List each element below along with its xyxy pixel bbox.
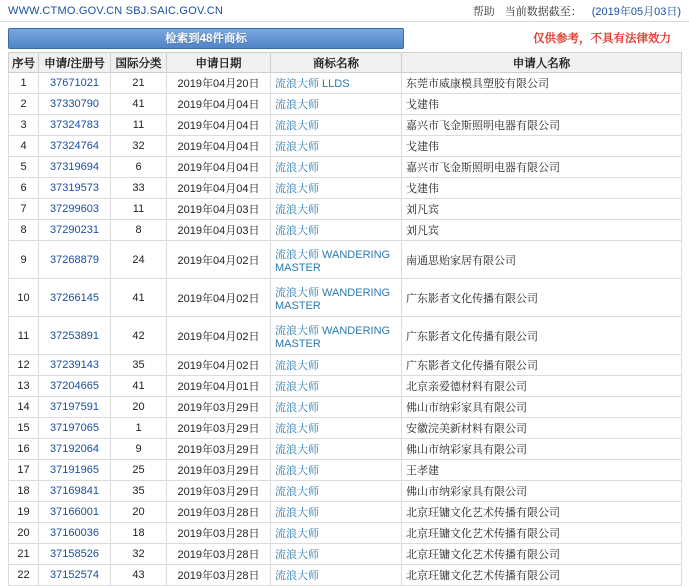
cell-seq: 19 [9,502,39,523]
cell-appno[interactable] [39,376,111,397]
cell-appno[interactable] [39,481,111,502]
cell-mark[interactable] [271,178,402,199]
cell-applicant: 戈建伟 [402,136,682,157]
cell-class: 32 [111,136,167,157]
cell-class: 32 [111,544,167,565]
cell-appno[interactable] [39,544,111,565]
cell-class: 41 [111,279,167,317]
cell-appno[interactable] [39,199,111,220]
cell-appno[interactable] [39,418,111,439]
application-number-link[interactable]: 37166001 [50,506,99,518]
cell-class: 41 [111,94,167,115]
data-date-label: 当前数据截至： [504,5,582,18]
table-row[interactable] [9,481,682,502]
cell-seq: 18 [9,481,39,502]
table-row[interactable] [9,317,682,355]
cell-class: 1 [111,418,167,439]
cell-applicant: 北京玨镛文化艺术传播有限公司 [402,544,682,565]
cell-seq: 8 [9,220,39,241]
col-header-applicant[interactable]: 申请人名称 [402,53,682,73]
cell-class: 42 [111,317,167,355]
cell-seq: 5 [9,157,39,178]
table-row[interactable] [9,460,682,481]
application-number-link[interactable]: 37169841 [50,485,99,497]
cell-applicant: 北京玨镛文化艺术传播有限公司 [402,565,682,586]
col-header-date[interactable]: 申请日期 [167,53,271,73]
cell-date: 2019年04月04日 [167,136,271,157]
cell-mark[interactable] [271,460,402,481]
application-number-link[interactable]: 37192064 [50,443,99,455]
table-row[interactable] [9,544,682,565]
cell-mark[interactable] [271,355,402,376]
cell-date: 2019年04月20日 [167,73,271,94]
cell-seq: 9 [9,241,39,279]
cell-seq: 11 [9,317,39,355]
table-row[interactable] [9,418,682,439]
cell-date: 2019年03月28日 [167,565,271,586]
cell-class: 35 [111,481,167,502]
cell-mark[interactable] [271,199,402,220]
cell-date: 2019年04月01日 [167,376,271,397]
table-row[interactable] [9,376,682,397]
mark-name-text[interactable]: 流浪大师 [275,402,319,414]
mark-name-text[interactable]: 流浪大师 [275,423,319,435]
table-row[interactable] [9,94,682,115]
table-row[interactable] [9,565,682,586]
cell-applicant: 北京亲爱德材料有限公司 [402,376,682,397]
cell-mark[interactable] [271,115,402,136]
cell-appno[interactable] [39,94,111,115]
mark-name-text[interactable]: 流浪大师 WANDERING MASTER [275,248,391,274]
cell-mark[interactable] [271,544,402,565]
cell-appno[interactable] [39,279,111,317]
mark-name-text[interactable]: 流浪大师 [275,465,319,477]
cell-applicant: 戈建伟 [402,178,682,199]
mark-name-text[interactable]: 流浪大师 [275,120,319,132]
application-number-link[interactable]: 37253891 [50,329,99,342]
cell-class: 6 [111,157,167,178]
cell-seq: 1 [9,73,39,94]
mark-name-text[interactable]: 流浪大师 WANDERING MASTER [275,324,391,350]
cell-applicant: 安徽浣美新材料有限公司 [402,418,682,439]
cell-mark[interactable] [271,418,402,439]
cell-date: 2019年04月03日 [167,199,271,220]
site-url: WWW.CTMO.GOV.CN SBJ.SAIC.GOV.CN [8,4,224,17]
cell-appno[interactable] [39,460,111,481]
cell-class: 9 [111,439,167,460]
cell-date: 2019年03月29日 [167,397,271,418]
table-row[interactable] [9,157,682,178]
cell-seq: 7 [9,199,39,220]
application-number-link[interactable]: 37197065 [50,422,99,434]
mark-name-text[interactable]: 流浪大师 LLDS [275,78,350,90]
cell-mark[interactable] [271,73,402,94]
cell-class: 21 [111,73,167,94]
cell-date: 2019年03月29日 [167,439,271,460]
cell-applicant: 嘉兴市飞金斯照明电器有限公司 [402,115,682,136]
cell-mark[interactable] [271,279,402,317]
table-row[interactable] [9,241,682,279]
cell-applicant: 嘉兴市飞金斯照明电器有限公司 [402,157,682,178]
cell-mark[interactable] [271,565,402,586]
mark-name-text[interactable]: 流浪大师 [275,141,319,153]
cell-class: 20 [111,397,167,418]
table-row[interactable] [9,397,682,418]
cell-class: 24 [111,241,167,279]
cell-appno[interactable] [39,565,111,586]
cell-applicant: 广东影者文化传播有限公司 [402,355,682,376]
table-row[interactable] [9,355,682,376]
mark-name-text[interactable]: 流浪大师 [275,99,319,111]
mark-name-text[interactable]: 流浪大师 [275,528,319,540]
cell-class: 11 [111,115,167,136]
mark-name-text[interactable]: 流浪大师 [275,486,319,498]
search-row [0,22,689,52]
cell-mark[interactable] [271,317,402,355]
results-table-wrap [0,52,689,586]
cell-applicant: 佛山市纳彩家具有限公司 [402,397,682,418]
application-number-link[interactable]: 37671021 [50,77,99,89]
help-link[interactable]: 帮助 [472,5,495,18]
cell-appno[interactable] [39,502,111,523]
application-number-link[interactable]: 37330790 [50,98,99,110]
cell-date: 2019年04月02日 [167,355,271,376]
cell-class: 43 [111,565,167,586]
cell-class: 8 [111,220,167,241]
cell-applicant: 戈建伟 [402,94,682,115]
cell-mark[interactable] [271,376,402,397]
mark-name-text[interactable]: 流浪大师 [275,204,319,216]
table-row[interactable] [9,115,682,136]
col-header-appno[interactable]: 申请/注册号 [39,53,111,73]
cell-mark[interactable] [271,523,402,544]
application-number-link[interactable]: 37324764 [50,140,99,152]
cell-date: 2019年04月04日 [167,157,271,178]
cell-date: 2019年03月28日 [167,523,271,544]
application-number-link[interactable]: 37197591 [50,401,99,413]
cell-appno[interactable] [39,220,111,241]
application-number-link[interactable]: 37204665 [50,380,99,392]
search-result-button[interactable]: 检索到48件商标 [8,28,404,49]
table-row[interactable] [9,502,682,523]
cell-seq: 12 [9,355,39,376]
cell-appno[interactable] [39,115,111,136]
application-number-link[interactable]: 37319573 [50,182,99,194]
col-header-class[interactable]: 国际分类 [111,53,167,73]
cell-applicant: 刘凡宾 [402,199,682,220]
application-number-link[interactable]: 37299603 [50,203,99,215]
table-row[interactable] [9,439,682,460]
cell-class: 11 [111,199,167,220]
cell-appno[interactable] [39,523,111,544]
mark-name-text[interactable]: 流浪大师 [275,225,319,237]
cell-class: 18 [111,523,167,544]
cell-appno[interactable] [39,397,111,418]
cell-date: 2019年03月29日 [167,460,271,481]
cell-applicant: 佛山市纳彩家具有限公司 [402,439,682,460]
mark-name-text[interactable]: 流浪大师 [275,570,319,582]
application-number-link[interactable]: 37266145 [50,291,99,304]
cell-class: 33 [111,178,167,199]
cell-appno[interactable] [39,157,111,178]
cell-applicant: 南通思贻家居有限公司 [402,241,682,279]
col-header-mark[interactable]: 商标名称 [271,53,402,73]
cell-class: 35 [111,355,167,376]
cell-mark[interactable] [271,136,402,157]
cell-mark[interactable] [271,241,402,279]
cell-seq: 6 [9,178,39,199]
cell-mark[interactable] [271,397,402,418]
cell-date: 2019年04月04日 [167,94,271,115]
cell-date: 2019年03月29日 [167,418,271,439]
table-row[interactable] [9,279,682,317]
cell-seq: 3 [9,115,39,136]
cell-date: 2019年04月04日 [167,115,271,136]
cell-seq: 21 [9,544,39,565]
legal-disclaimer: 仅供参考，不具有法律效力 [533,33,671,45]
mark-name-text[interactable]: 流浪大师 [275,162,319,174]
mark-name-text[interactable]: 流浪大师 [275,507,319,519]
table-head [9,53,682,73]
cell-seq: 22 [9,565,39,586]
top-bar-right [473,3,681,19]
cell-mark[interactable] [271,157,402,178]
cell-appno[interactable] [39,317,111,355]
cell-seq: 20 [9,523,39,544]
cell-date: 2019年03月29日 [167,481,271,502]
cell-applicant: 广东影者文化传播有限公司 [402,317,682,355]
cell-seq: 16 [9,439,39,460]
table-header-row [9,53,682,73]
cell-class: 20 [111,502,167,523]
cell-appno[interactable] [39,439,111,460]
cell-seq: 2 [9,94,39,115]
table-row[interactable] [9,136,682,157]
cell-applicant: 刘凡宾 [402,220,682,241]
cell-date: 2019年04月03日 [167,220,271,241]
cell-applicant: 北京玨镛文化艺术传播有限公司 [402,502,682,523]
cell-date: 2019年04月02日 [167,241,271,279]
table-row[interactable] [9,178,682,199]
cell-applicant: 东莞市威康模具塑胶有限公司 [402,73,682,94]
mark-name-text[interactable]: 流浪大师 [275,360,319,372]
cell-appno[interactable] [39,241,111,279]
table-body [9,73,682,586]
cell-seq: 13 [9,376,39,397]
application-number-link[interactable]: 37191965 [50,464,99,476]
cell-appno[interactable] [39,178,111,199]
top-bar [0,0,689,22]
cell-mark[interactable] [271,502,402,523]
mark-name-text[interactable]: 流浪大师 [275,444,319,456]
application-number-link[interactable]: 37324783 [50,119,99,131]
application-number-link[interactable]: 37152574 [50,569,99,581]
cell-mark[interactable] [271,439,402,460]
cell-seq: 10 [9,279,39,317]
col-header-seq[interactable]: 序号 [9,53,39,73]
cell-seq: 15 [9,418,39,439]
cell-class: 25 [111,460,167,481]
mark-name-text[interactable]: 流浪大师 [275,549,319,561]
table-row[interactable] [9,199,682,220]
application-number-link[interactable]: 37158526 [50,548,99,560]
mark-name-text[interactable]: 流浪大师 [275,183,319,195]
cell-seq: 4 [9,136,39,157]
cell-applicant: 北京玨镛文化艺术传播有限公司 [402,523,682,544]
mark-name-text[interactable]: 流浪大师 [275,381,319,393]
cell-appno[interactable] [39,73,111,94]
cell-mark[interactable] [271,220,402,241]
table-row[interactable] [9,523,682,544]
mark-name-text[interactable]: 流浪大师 WANDERING MASTER [275,286,391,312]
application-number-link[interactable]: 37239143 [50,359,99,371]
cell-seq: 17 [9,460,39,481]
cell-appno[interactable] [39,136,111,157]
table-row[interactable] [9,73,682,94]
cell-class: 41 [111,376,167,397]
cell-date: 2019年03月28日 [167,544,271,565]
application-number-link[interactable]: 37290231 [50,224,99,236]
trademark-results-table [8,52,682,586]
cell-date: 2019年03月28日 [167,502,271,523]
cell-seq: 14 [9,397,39,418]
cell-applicant: 佛山市纳彩家具有限公司 [402,481,682,502]
cell-mark[interactable] [271,94,402,115]
cell-date: 2019年04月02日 [167,317,271,355]
application-number-link[interactable]: 37160036 [50,527,99,539]
data-date-value: (2019年05月03日) [591,5,681,18]
cell-mark[interactable] [271,481,402,502]
table-row[interactable] [9,220,682,241]
cell-appno[interactable] [39,355,111,376]
application-number-link[interactable]: 37268879 [50,253,99,266]
cell-date: 2019年04月02日 [167,279,271,317]
application-number-link[interactable]: 37319694 [50,161,99,173]
cell-date: 2019年04月04日 [167,178,271,199]
cell-applicant: 王孝建 [402,460,682,481]
cell-applicant: 广东影者文化传播有限公司 [402,279,682,317]
